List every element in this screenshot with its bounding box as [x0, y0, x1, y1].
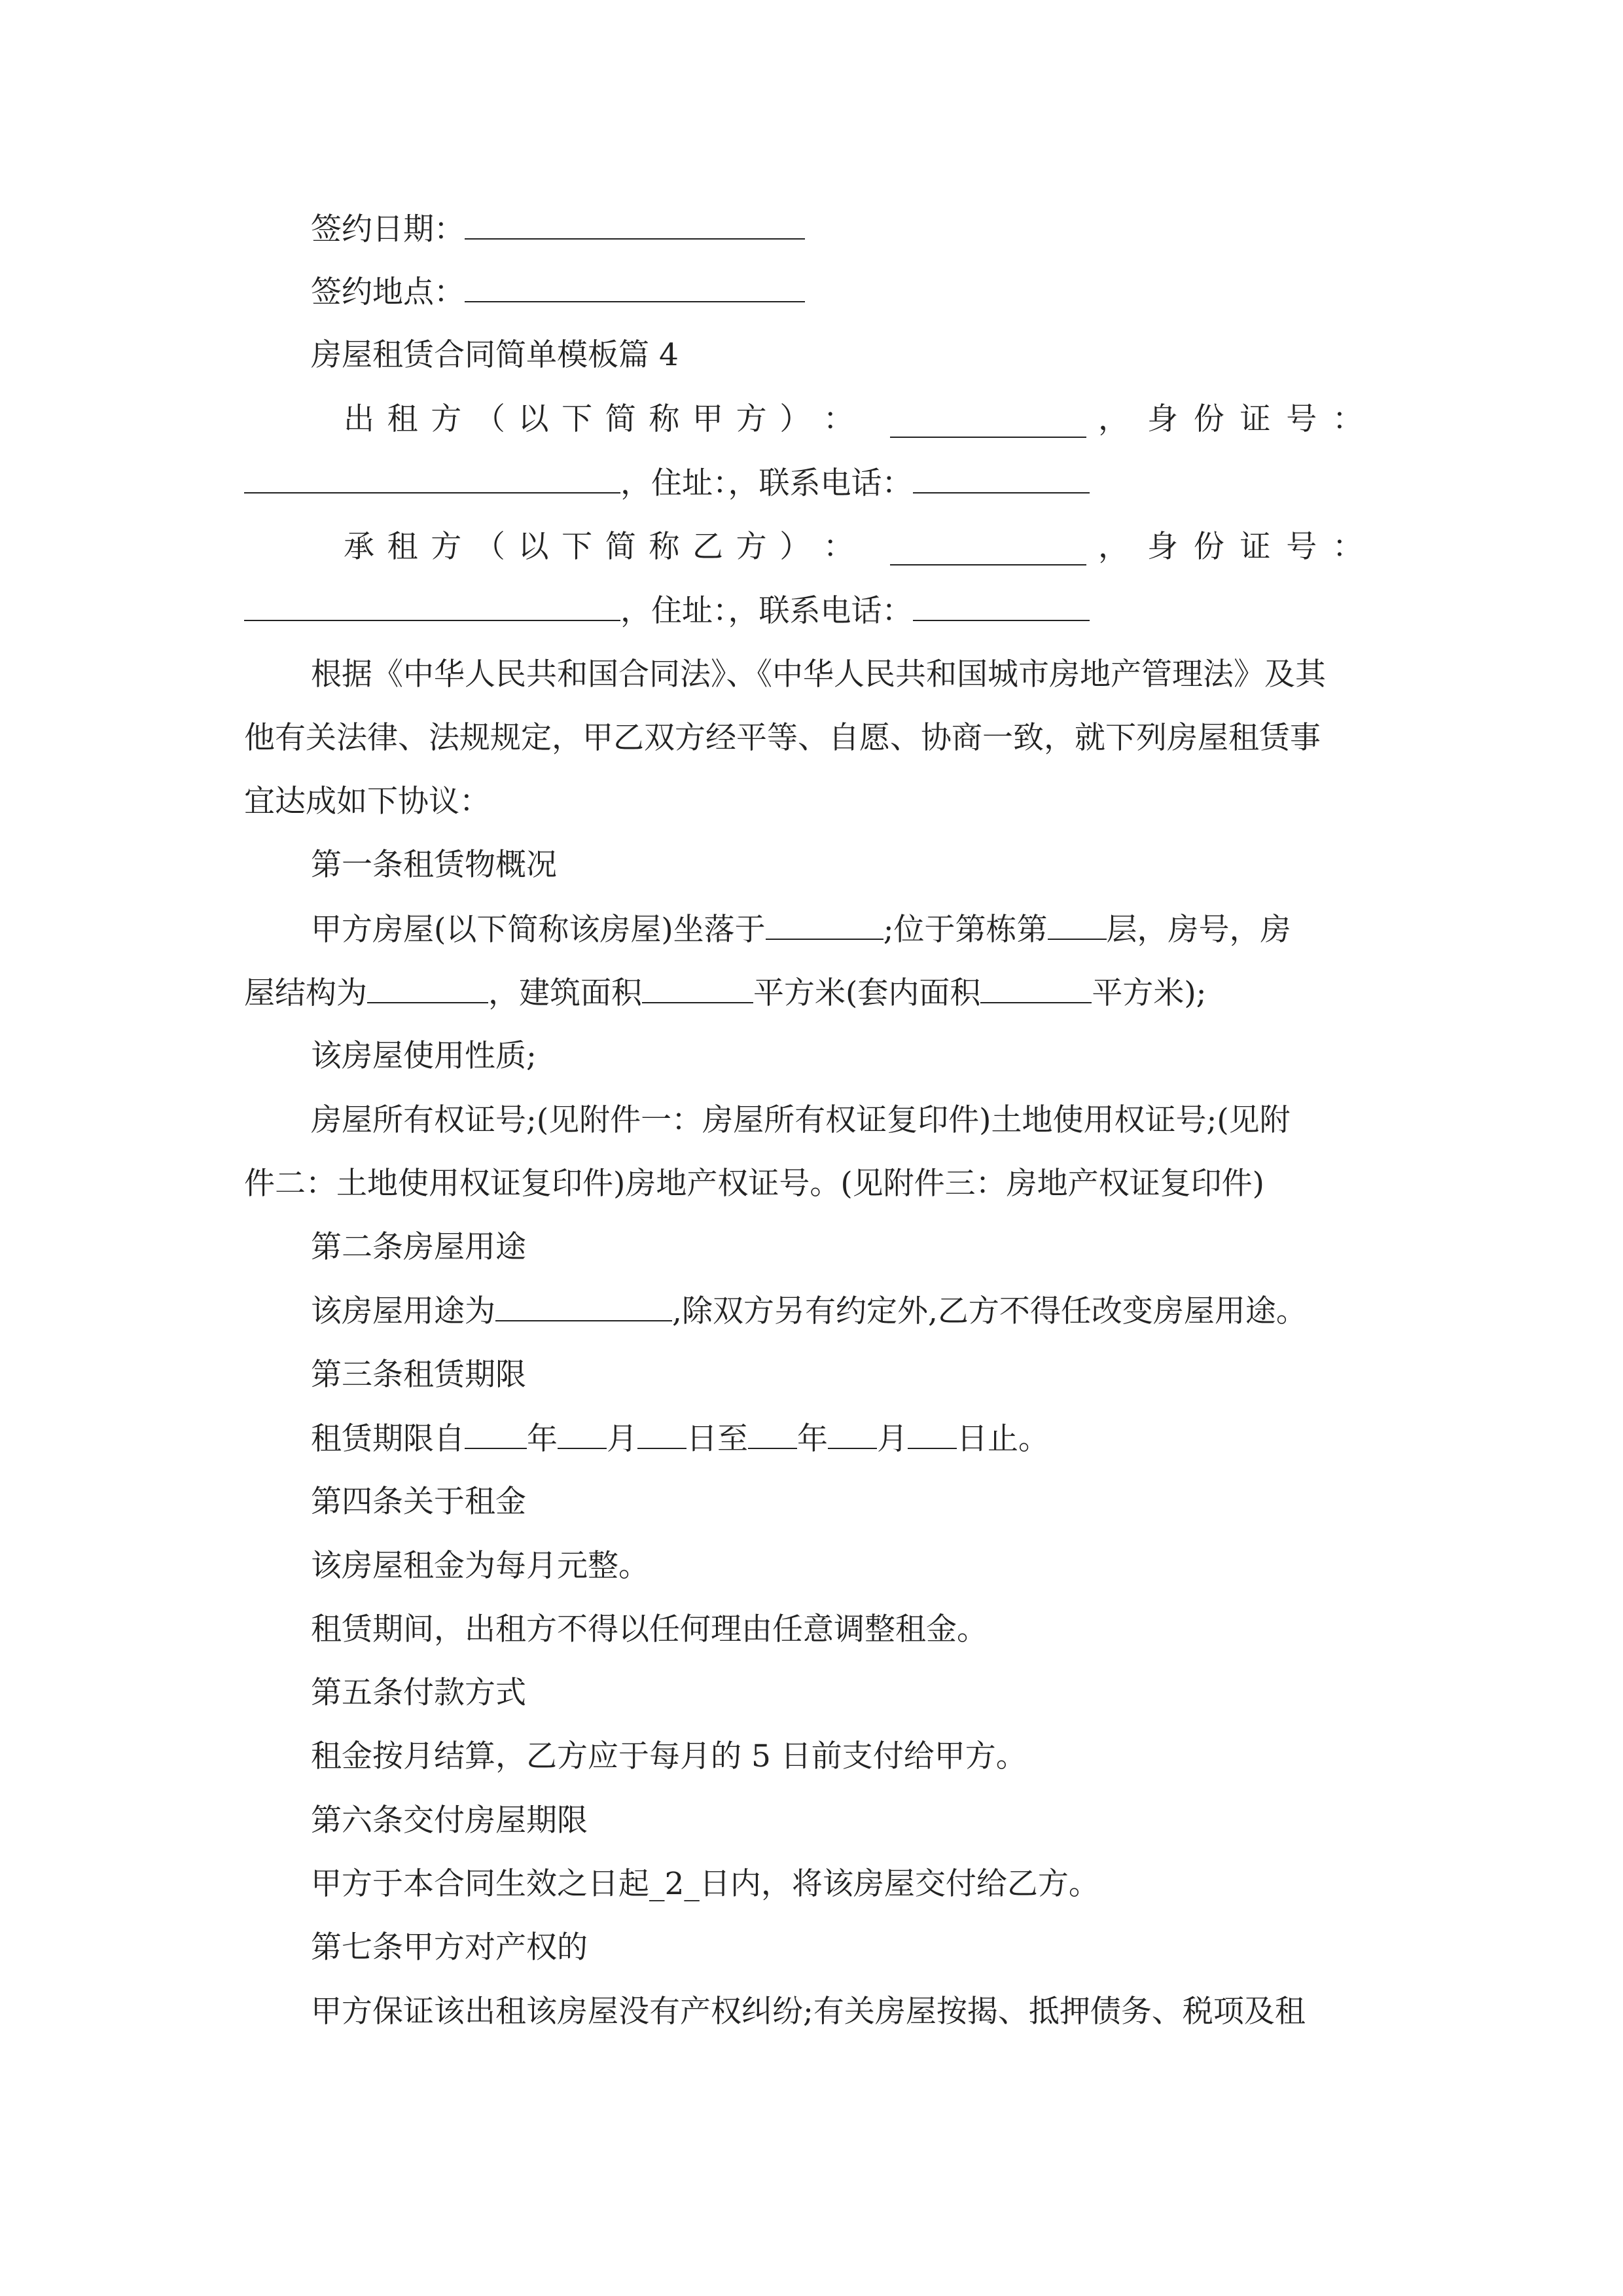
- end-month-field[interactable]: [828, 1420, 877, 1449]
- lessor-char: 称: [649, 401, 680, 437]
- area-label: ，建筑面积: [488, 975, 642, 1011]
- tenant-id-field[interactable]: [244, 592, 620, 621]
- id-char: ：: [1332, 401, 1363, 437]
- year-label: 年: [797, 1421, 828, 1457]
- preamble-line-1: 根据《中华人民共和国合同法》、《中华人民共和国城市房地产管理法》及其: [311, 656, 1326, 692]
- lessor-char: 甲: [692, 401, 723, 437]
- tenant-name-field[interactable]: [890, 537, 1086, 565]
- id-char: 身: [1147, 529, 1178, 565]
- preamble-line-3: 宜达成如下协议：: [244, 783, 490, 819]
- year-label: 年: [527, 1421, 558, 1457]
- tenant-char: （: [474, 529, 505, 565]
- start-year-field[interactable]: [465, 1420, 527, 1449]
- term-label: 租赁期限自: [311, 1421, 465, 1457]
- tenant-char: 以: [518, 529, 549, 565]
- article-3-title: 第三条租赁期限: [311, 1357, 526, 1393]
- tenant-char: ：: [823, 529, 854, 565]
- tenant-phone-field[interactable]: [913, 592, 1090, 621]
- inner-area-label: 平方米(套内面积: [753, 975, 981, 1011]
- start-day-field[interactable]: [637, 1420, 687, 1449]
- floor-field[interactable]: [1048, 911, 1107, 940]
- day-to-label: 日至: [687, 1421, 748, 1457]
- lessor-char: （: [474, 401, 505, 437]
- inner-area-field[interactable]: [980, 975, 1092, 1003]
- floor-label: ;位于第栋第: [883, 912, 1048, 948]
- tenant-line: [344, 529, 1378, 565]
- tenant-char: 简: [605, 529, 636, 565]
- article-2-body: [311, 1293, 1307, 1330]
- start-month-field[interactable]: [558, 1420, 607, 1449]
- tenant-char: 租: [387, 529, 418, 565]
- structure-field[interactable]: [367, 975, 488, 1003]
- article-7-body: 甲方保证该出租该房屋没有产权纠纷;有关房屋按揭、抵押债务、税项及租: [311, 1994, 1306, 2030]
- tenant-char: 方: [431, 529, 462, 565]
- tenant-char: 称: [649, 529, 680, 565]
- sign-place-label: 签约地点：: [311, 274, 465, 310]
- section-heading: 房屋租赁合同简单模板篇 4: [311, 337, 679, 373]
- id-char: 份: [1193, 529, 1224, 565]
- end-label: 日止。: [957, 1421, 1049, 1457]
- article-3-body: [311, 1420, 1049, 1458]
- article-6-title: 第六条交付房屋期限: [311, 1803, 588, 1839]
- article-1-title: 第一条租赁物概况: [311, 847, 557, 883]
- unit-label: 平方米);: [1092, 975, 1207, 1011]
- id-char: 证: [1240, 529, 1271, 565]
- end-year-field[interactable]: [748, 1420, 797, 1449]
- article-5-title: 第五条付款方式: [311, 1675, 526, 1711]
- lessor-char: 方: [736, 401, 767, 437]
- lessor-id-field[interactable]: [244, 465, 620, 493]
- sign-place-field[interactable]: [465, 274, 805, 302]
- preamble-line-2: 他有关法律、法规规定，甲乙双方经平等、自愿、协商一致，就下列房屋租赁事: [244, 720, 1321, 756]
- article-4-no-adjust: 租赁期间，出租方不得以任何理由任意调整租金。: [311, 1611, 988, 1647]
- article-7-title: 第七条甲方对产权的: [311, 1929, 588, 1965]
- usage-label: 该房屋用途为: [311, 1293, 495, 1329]
- sign-date-label: 签约日期：: [311, 211, 465, 247]
- tenant-char: 方: [736, 529, 767, 565]
- id-char: 号: [1286, 401, 1317, 437]
- addr-phone-label: ，住址：，联系电话：: [620, 465, 913, 501]
- location-label: 甲方房屋(以下简称该房屋)坐落于: [311, 912, 766, 948]
- id-char: ：: [1332, 529, 1363, 565]
- article-1-cert-line-1: 房屋所有权证号;(见附件一：房屋所有权证复印件)土地使用权证号;(见附: [311, 1102, 1291, 1138]
- lessor-phone-field[interactable]: [913, 465, 1090, 493]
- comma: ，: [1098, 529, 1129, 565]
- article-1-use-nature: 该房屋使用性质;: [311, 1038, 537, 1074]
- lessor-char: 以: [518, 401, 549, 437]
- lessor-char: ）: [779, 401, 811, 437]
- article-6-body: 甲方于本合同生效之日起_2_日内，将该房屋交付给乙方。: [311, 1866, 1099, 1902]
- id-char: 份: [1193, 401, 1224, 437]
- article-4-title: 第四条关于租金: [311, 1484, 526, 1520]
- area-field[interactable]: [642, 975, 753, 1003]
- comma: ，: [1098, 401, 1129, 437]
- id-char: 证: [1240, 401, 1271, 437]
- article-1-cert-line-2: 件二：土地使用权证复印件)房地产权证号。(见附件三：房地产权证复印件): [244, 1166, 1265, 1202]
- tenant-char: ）: [779, 529, 811, 565]
- tenant-detail-line: [244, 592, 1090, 630]
- lessor-name-field[interactable]: [890, 409, 1086, 438]
- usage-field[interactable]: [495, 1293, 672, 1321]
- article-1-structure-line: [244, 975, 1207, 1012]
- lessor-char: 出: [344, 401, 374, 437]
- tenant-char: 乙: [692, 529, 723, 565]
- usage-clause: ,除双方另有约定外,乙方不得任改变房屋用途。: [672, 1293, 1307, 1329]
- addr-phone-label: ，住址：，联系电话：: [620, 593, 913, 629]
- room-label: 层，房号，房: [1106, 912, 1291, 948]
- location-field[interactable]: [766, 911, 883, 940]
- month-label: 月: [877, 1421, 908, 1457]
- lessor-detail-line: [244, 465, 1090, 502]
- sign-date-line: [311, 211, 805, 248]
- end-day-field[interactable]: [908, 1420, 957, 1449]
- article-5-body: 租金按月结算，乙方应于每月的 5 日前支付给甲方。: [311, 1738, 1027, 1774]
- structure-label: 屋结构为: [244, 975, 367, 1011]
- sign-date-field[interactable]: [465, 211, 805, 240]
- id-char: 身: [1147, 401, 1178, 437]
- lessor-char: ：: [823, 401, 854, 437]
- lessor-line: [344, 401, 1378, 438]
- article-4-rent: 该房屋租金为每月元整。: [311, 1548, 649, 1584]
- month-label: 月: [607, 1421, 637, 1457]
- lessor-char: 方: [431, 401, 462, 437]
- tenant-char: 承: [344, 529, 374, 565]
- article-1-location-line: [311, 911, 1291, 948]
- lessor-char: 租: [387, 401, 418, 437]
- article-2-title: 第二条房屋用途: [311, 1229, 526, 1265]
- lessor-char: 简: [605, 401, 636, 437]
- tenant-char: 下: [562, 529, 593, 565]
- id-char: 号: [1286, 529, 1317, 565]
- lessor-char: 下: [562, 401, 593, 437]
- sign-place-line: [311, 274, 805, 311]
